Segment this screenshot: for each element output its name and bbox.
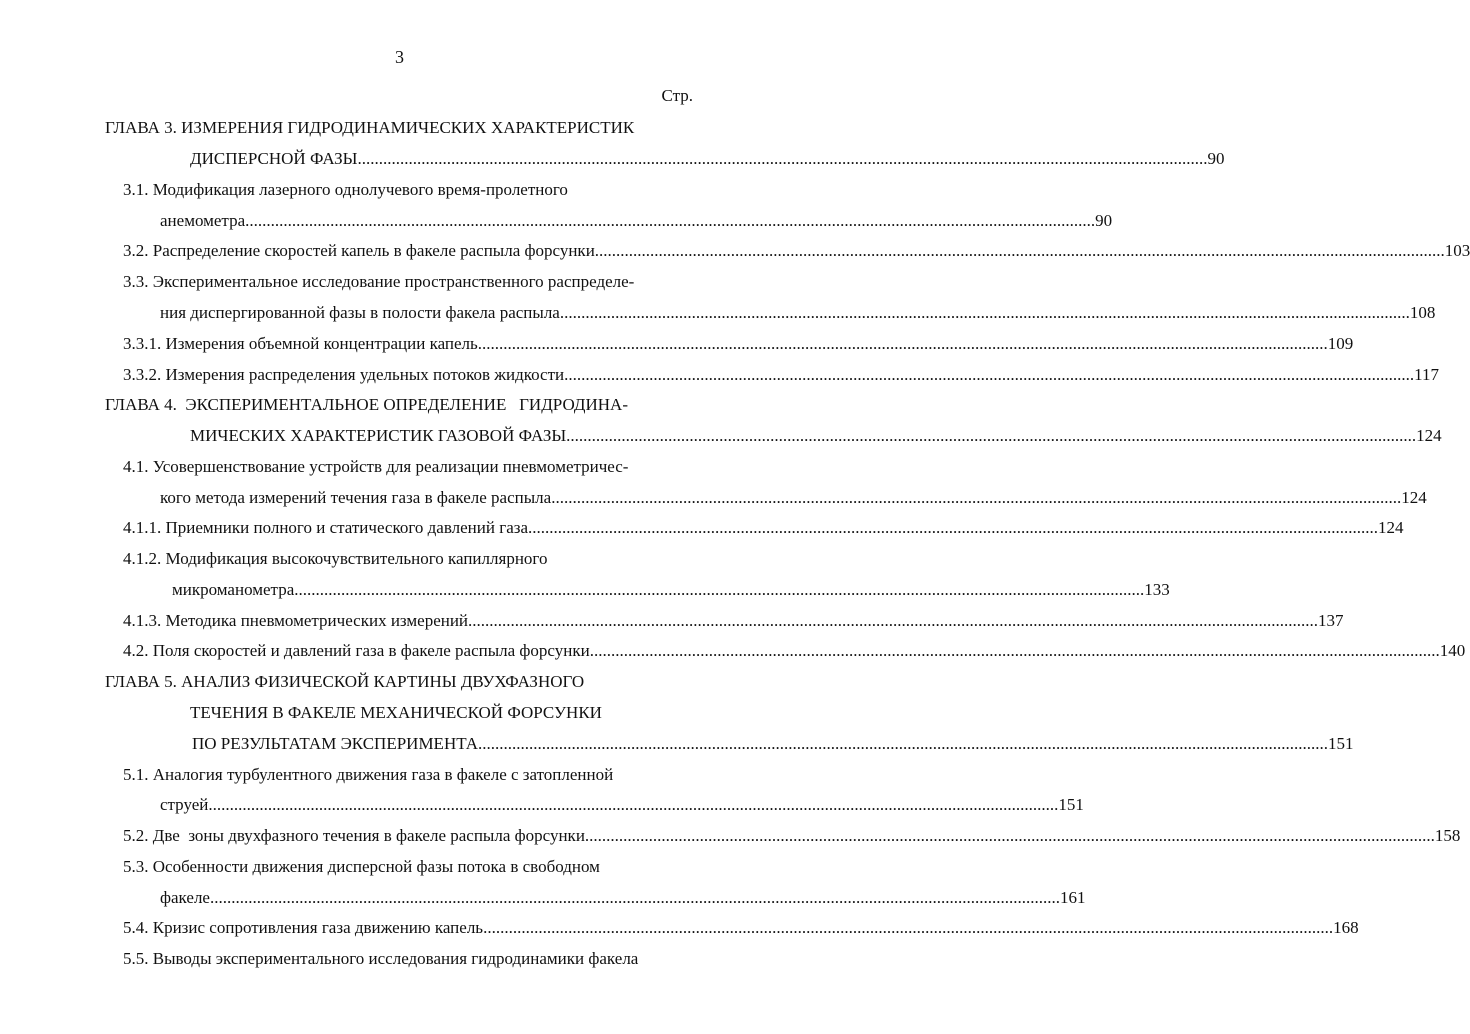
toc-page-number: 140 <box>1439 641 1466 660</box>
toc-section-5-4-entry[interactable] <box>123 917 1359 939</box>
toc-section-4-1-2-entry[interactable] <box>172 579 1170 601</box>
toc-section-4-1-title-cont: кого метода измерений течения газа в факеле распыла <box>160 488 552 507</box>
dot-leader: ........................................................................................................................................................................................................ <box>468 611 1319 630</box>
toc-chapter-4-title-cont: МИЧЕСКИХ ХАРАКТЕРИСТИК ГАЗОВОЙ ФАЗЫ <box>190 426 567 445</box>
toc-chapter-5-title-cont2: ПО РЕЗУЛЬТАТАМ ЭКСПЕРИМЕНТА <box>192 734 479 753</box>
toc-chapter-5-title-cont: ТЕЧЕНИЯ В ФАКЕЛЕ МЕХАНИЧЕСКОЙ ФОРСУНКИ <box>190 703 602 722</box>
toc-page-number: 90 <box>1207 149 1225 168</box>
toc-page-number: 133 <box>1144 580 1170 599</box>
toc-section-3-3-title: 3.3. Экспериментальное исследование пространственного распределе- <box>123 272 635 291</box>
dot-leader: ........................................................................................................................................................................................................ <box>559 303 1410 322</box>
toc-chapter-5-entry[interactable] <box>192 733 1354 755</box>
toc-chapter-3-title: ГЛАВА 3. ИЗМЕРЕНИЯ ГИДРОДИНАМИЧЕСКИХ ХАРАКТЕРИСТИК <box>105 118 635 137</box>
dot-leader: ........................................................................................................................................................................................................ <box>594 241 1445 260</box>
toc-section-5-2-title: 5.2. Две зоны двухфазного течения в факеле распыла форсунки <box>123 826 585 845</box>
toc-section-5-1-entry[interactable] <box>160 794 1084 816</box>
toc-page-number: 124 <box>1401 488 1427 507</box>
page-column-label: Стр. <box>661 86 693 105</box>
toc-section-3-3-1-entry[interactable] <box>123 333 1354 355</box>
toc-section-3-1-entry[interactable] <box>160 210 1113 232</box>
toc-section-4-1-1-entry[interactable] <box>123 517 1404 539</box>
toc-page-number: 109 <box>1327 334 1354 353</box>
toc-page-number: 158 <box>1434 826 1461 845</box>
toc-section-4-1-entry[interactable] <box>160 487 1427 509</box>
toc-section-3-3-entry[interactable] <box>160 302 1436 324</box>
toc-page-number: 161 <box>1059 888 1086 907</box>
dot-leader: ........................................................................................................................................................................................................ <box>528 518 1379 537</box>
toc-section-4-1-title: 4.1. Усовершенствование устройств для реализации пневмометричес- <box>123 457 629 476</box>
dot-leader: ........................................................................................................................................................................................................ <box>209 888 1060 907</box>
toc-section-3-3-title-cont: ния диспергированной фазы в полости факела распыла <box>160 303 560 322</box>
toc-page-number: 117 <box>1414 365 1440 384</box>
toc-page-number: 108 <box>1409 303 1436 322</box>
page-number: 3 <box>395 47 404 67</box>
dot-leader: ........................................................................................................................................................................................................ <box>551 488 1402 507</box>
dot-leader: ........................................................................................................................................................................................................ <box>483 918 1334 937</box>
dot-leader: ........................................................................................................................................................................................................ <box>245 211 1096 230</box>
toc-section-5-3-entry[interactable] <box>160 887 1086 909</box>
toc-section-3-3-1-title: 3.3.1. Измерения объемной концентрации капель <box>123 334 478 353</box>
toc-chapter-4-title: ГЛАВА 4. ЭКСПЕРИМЕНТАЛЬНОЕ ОПРЕДЕЛЕНИЕ ГИДРОДИНА- <box>105 395 628 414</box>
toc-section-5-1-title-cont: струей <box>160 795 209 814</box>
toc-section-4-1-2-title-cont: микроманометра <box>172 580 295 599</box>
toc-section-3-1-title-cont: анемометра <box>160 211 246 230</box>
toc-page-number: 90 <box>1095 211 1113 230</box>
toc-section-5-3-title-cont: факеле <box>160 888 210 907</box>
dot-leader: ........................................................................................................................................................................................................ <box>566 426 1417 445</box>
toc-chapter-5-title: ГЛАВА 5. АНАЛИЗ ФИЗИЧЕСКОЙ КАРТИНЫ ДВУХФАЗНОГО <box>105 672 585 691</box>
toc-section-3-3-2-title: 3.3.2. Измерения распределения удельных потоков жидкости <box>123 365 565 384</box>
toc-page-number: 151 <box>1328 734 1354 753</box>
toc-chapter-3-entry[interactable] <box>190 148 1225 170</box>
toc-page-number: 124 <box>1378 518 1404 537</box>
toc-chapter-3-title-cont: ДИСПЕРСНОЙ ФАЗЫ <box>190 149 358 168</box>
toc-section-4-2-title: 4.2. Поля скоростей и давлений газа в факеле распыла форсунки <box>123 641 590 660</box>
dot-leader: ........................................................................................................................................................................................................ <box>477 334 1328 353</box>
toc-page-number: 168 <box>1333 918 1359 937</box>
toc-page-number: 124 <box>1416 426 1442 445</box>
toc-section-5-2-entry[interactable] <box>123 825 1461 847</box>
toc-page-number: 137 <box>1318 611 1344 630</box>
toc-section-4-1-3-entry[interactable] <box>123 610 1344 632</box>
toc-section-3-1-title: 3.1. Модификация лазерного однолучевого время-пролетного <box>123 180 568 199</box>
toc-section-5-1-title: 5.1. Аналогия турбулентного движения газа в факеле с затопленной <box>123 765 614 784</box>
dot-leader: ........................................................................................................................................................................................................ <box>584 826 1435 845</box>
dot-leader: ........................................................................................................................................................................................................ <box>564 365 1415 384</box>
dot-leader: ........................................................................................................................................................................................................ <box>478 734 1329 753</box>
dot-leader: ........................................................................................................................................................................................................ <box>294 580 1145 599</box>
toc-page-number: 103 <box>1444 241 1470 260</box>
dot-leader: ........................................................................................................................................................................................................ <box>589 641 1440 660</box>
dot-leader: ........................................................................................................................................................................................................ <box>357 149 1208 168</box>
toc-section-3-3-2-entry[interactable] <box>123 364 1440 386</box>
dot-leader: ........................................................................................................................................................................................................ <box>208 795 1059 814</box>
toc-section-5-4-title: 5.4. Кризис сопротивления газа движению капель <box>123 918 484 937</box>
toc-chapter-4-entry[interactable] <box>190 425 1442 447</box>
toc-section-5-3-title: 5.3. Особенности движения дисперсной фазы потока в свободном <box>123 857 600 876</box>
toc-section-4-2-entry[interactable] <box>123 640 1466 662</box>
toc-section-4-1-3-title: 4.1.3. Методика пневмометрических измерений <box>123 611 469 630</box>
toc-page-number: 151 <box>1058 795 1084 814</box>
toc-section-5-5-title[interactable]: 5.5. Выводы экспериментального исследования гидродинамики факела <box>123 949 639 968</box>
toc-section-3-2-title: 3.2. Распределение скоростей капель в факеле распыла форсунки <box>123 241 595 260</box>
toc-section-3-2-entry[interactable] <box>123 240 1470 262</box>
toc-section-4-1-1-title: 4.1.1. Приемники полного и статического давлений газа <box>123 518 529 537</box>
toc-section-4-1-2-title: 4.1.2. Модификация высокочувствительного капиллярного <box>123 549 548 568</box>
